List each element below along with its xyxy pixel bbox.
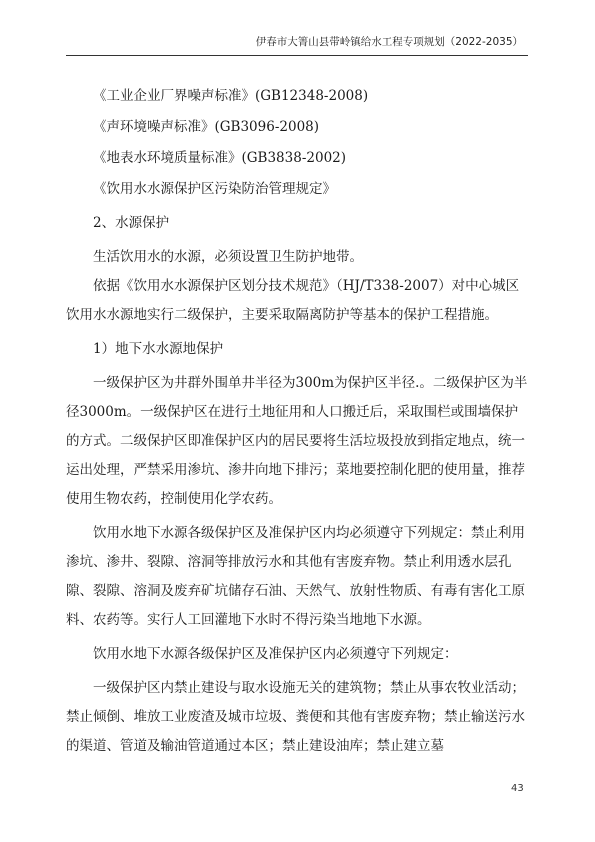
page-body (66, 82, 530, 761)
section-heading: 2、水源保护 (93, 215, 170, 231)
header-rule (66, 55, 528, 56)
reference-line: 《工业企业厂界噪声标准》(GB12348-2008) (93, 88, 369, 104)
reference-line: 《声环境噪声标准》(GB3096-2008) (93, 119, 320, 135)
reference-line: 《饮用水水源保护区污染防治管理规定》 (93, 181, 336, 197)
paragraph: 一级保护区为井群外围单井半径为300m为保护区半径.。二级保护区为半径3000m。一级保护区在进行土地征用和人口搬迁后，采取围栏或围墙保护的方式。二级保护区即准保护区内的居民要将生活垃圾投放到指定地点，统一运出处理，严禁采用渗坑、渗井向地下排污；菜地要控制化肥的使用量，推荐使用生物农药，控制使用化学农药。 (66, 375, 528, 507)
paragraph: 饮用水地下水源各级保护区及准保护区内必须遵守下列规定： (93, 646, 458, 662)
paragraph: 依据《饮用水水源保护区划分技术规范》（HJ/T338-2007）对中心城区饮用水水源地实行二级保护，主要采取隔离防护等基本的保护工程措施。 (66, 278, 520, 323)
reference-line: 《地表水环境质量标准》(GB3838-2002) (93, 150, 347, 166)
paragraph: 一级保护区内禁止建设与取水设施无关的建筑物；禁止从事农牧业活动；禁止倾倒、堆放工业废渣及城市垃圾、粪便和其他有害废弃物；禁止输送污水的渠道、管道及输油管道通过本区；禁止建设油库；禁止建立墓 (66, 680, 525, 754)
running-header: 伊春市大箐山县带岭镇给水工程专项规划（2022-2035） (255, 36, 523, 48)
paragraph: 饮用水地下水源各级保护区及准保护区内均必须遵守下列规定：禁止利用渗坑、渗井、裂隙、溶洞等排放污水和其他有害废弃物。禁止利用透水层孔隙、裂隙、溶洞及废弃矿坑储存石油、天然气、放射性物质、有毒有害化工原料、农药等。实行人工回灌地下水时不得污染当地地下水源。 (66, 525, 525, 628)
paragraph: 生活饮用水的水源，必须设置卫生防护地带。 (93, 249, 363, 265)
page-number: 43 (511, 783, 524, 794)
subsection-heading: 1）地下水水源地保护 (93, 341, 224, 357)
